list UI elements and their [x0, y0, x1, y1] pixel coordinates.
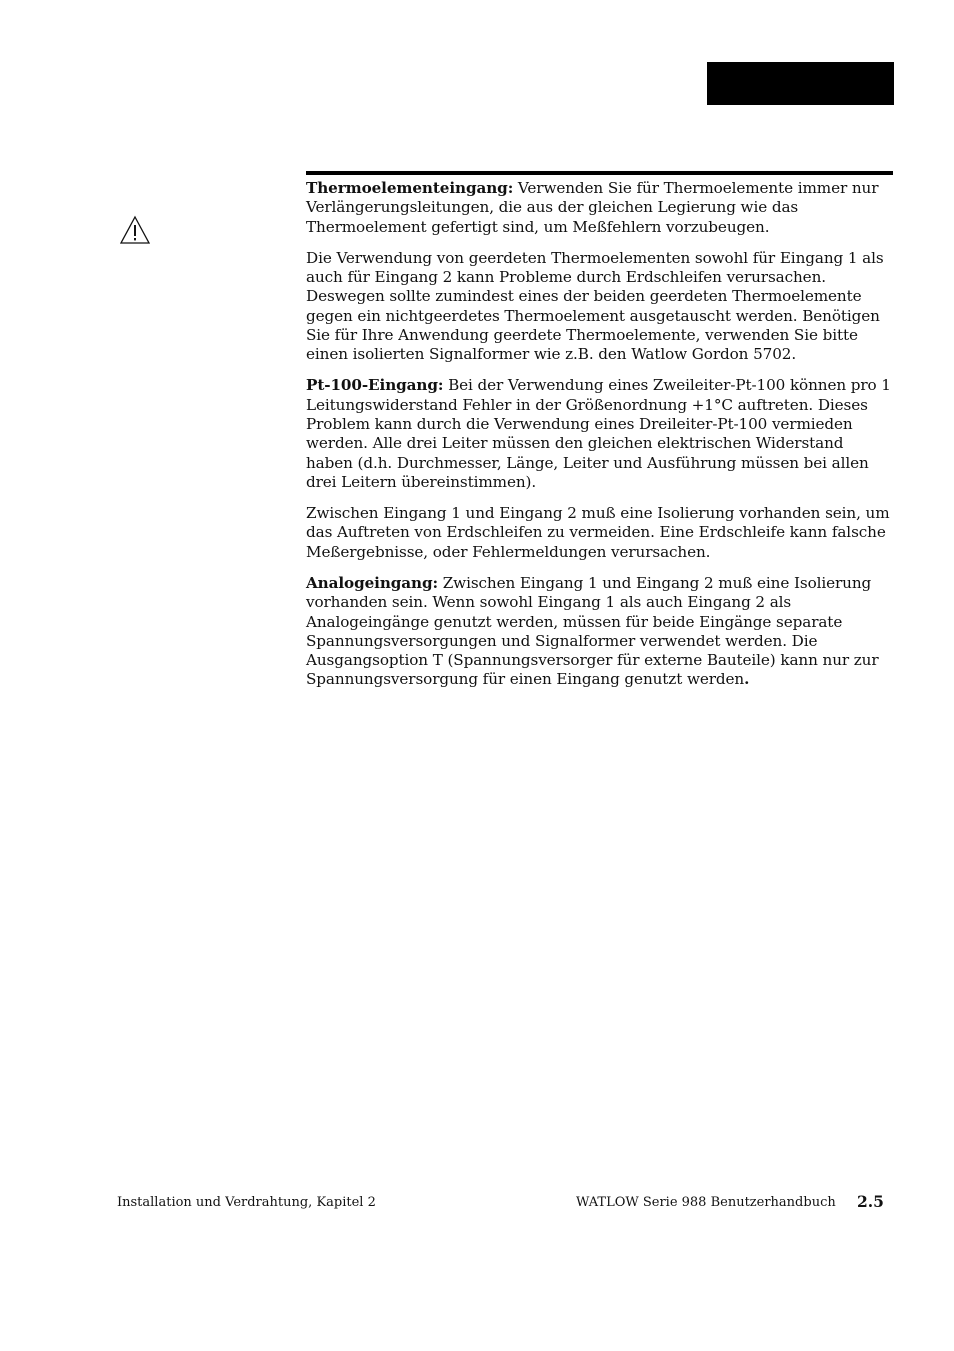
heading-thermocouple: Thermoelementeingang: — [306, 179, 514, 197]
header-black-block — [707, 62, 894, 105]
text-grounded-thermocouples: Die Verwendung von geerdeten Thermoelementen sowohl für Eingang 1 als auch für Eingang 2 kann Probleme durch Erdschleifen verursachen. Deswegen sollte zumindest eines der beiden geerdeten Thermoelemente gegen ein nichtgeerdetes Thermoelement ausgetauscht werden. Benötigen Sie für Ihre Anwendung geerdete Thermoelemente, verwenden Sie bitte einen isolierten Signalformer wie z.B. den Watlow Gordon 5702. — [306, 248, 884, 364]
footer-chapter: Installation und Verdrahtung, Kapitel 2 — [117, 1195, 376, 1210]
paragraph-thermocouple — [306, 179, 894, 237]
text-thermocouple: Verwenden Sie für Thermoelemente immer nur Verlängerungsleitungen, die aus der gleichen Legierung wie das Thermoelement gefertigt sind, um Meßfehlern vorzubeugen. — [306, 179, 879, 236]
text-analog: Zwischen Eingang 1 und Eingang 2 muß eine Isolierung vorhanden sein. Wenn sowohl Eingang 1 als auch Eingang 2 als Analogeingänge genutzt werden, müssen für beide Eingänge separate Spannungsversorgungen und Signalformer verwendet werden. Die Ausgangsoption T (Spannungsversorger für externe Bauteile) kann nur zur Spannungsversorgung für einen Eingang genutzt werden — [306, 573, 879, 689]
paragraph-isolation — [306, 504, 894, 562]
text-analog-period: . — [744, 670, 750, 689]
section-top-rule — [306, 171, 893, 175]
paragraph-grounded-thermocouples — [306, 249, 894, 365]
heading-analog: Analogeingang: — [306, 573, 438, 592]
paragraph-pt100 — [306, 376, 915, 492]
footer-manual-title: WATLOW Serie 988 Benutzerhandbuch — [576, 1195, 836, 1210]
warning-triangle-icon — [119, 215, 151, 245]
paragraph-analog — [306, 574, 894, 690]
footer-page-number: 2.5 — [857, 1192, 884, 1211]
text-pt100: Bei der Verwendung eines Zweileiter-Pt-100 können pro 1 Leitungswiderstand Fehler in der Größenordnung +1°C auftreten. Dieses Problem kann durch die Verwendung eines Dreileiter-Pt-100 vermieden werden. Alle drei Leiter müssen den gleichen elektrischen Widerstand haben (d.h. Durchmesser, Länge, Leiter und Ausführung müssen bei allen drei Leitern übereinstimmen). — [306, 376, 915, 491]
heading-pt100: Pt-100-Eingang: — [306, 376, 444, 395]
body-text — [306, 179, 915, 702]
text-isolation: Zwischen Eingang 1 und Eingang 2 muß eine Isolierung vorhanden sein, um das Auftreten von Erdschleifen zu vermeiden. Eine Erdschleife kann falsche Meßergebnisse, oder Fehlermeldungen verursachen. — [306, 504, 890, 561]
